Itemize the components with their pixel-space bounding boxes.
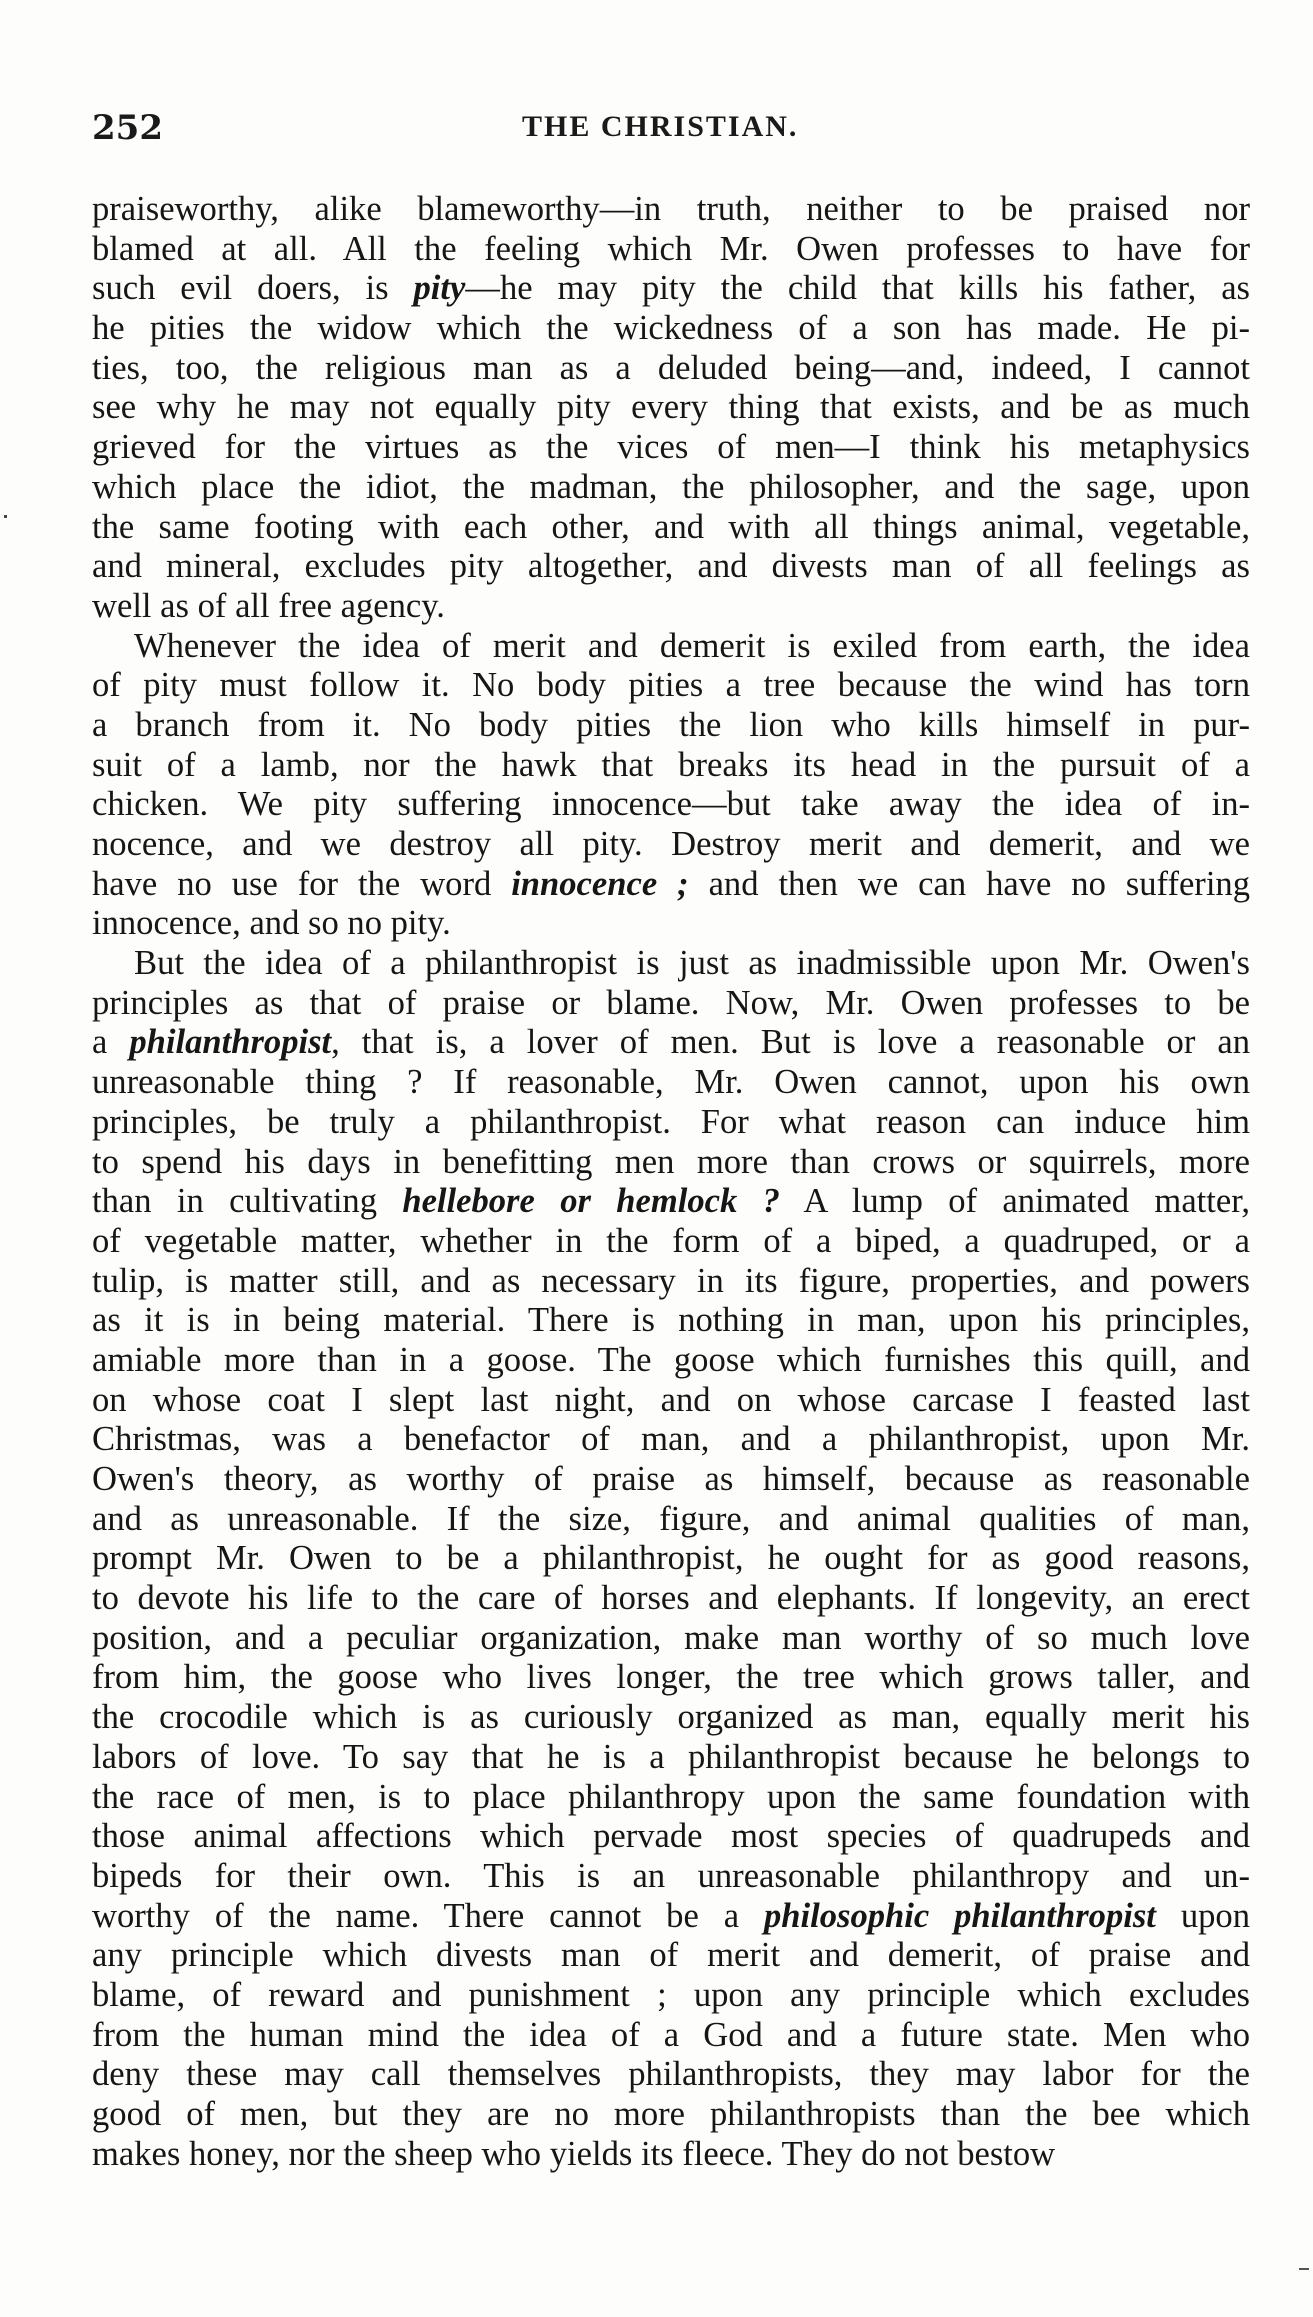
text-line	[92, 1023, 1250, 1063]
text-line	[92, 825, 1250, 865]
text-run: Owen's theory, as worthy of praise as himself, because as reasonable	[92, 1460, 1250, 1498]
text-run: deny these may call themselves philanthropists, they may labor for the	[92, 2055, 1250, 2094]
text-run: innocence, and so no pity.	[92, 904, 451, 943]
text-line	[92, 1698, 1250, 1738]
text-line	[92, 230, 1250, 270]
text-line	[92, 746, 1250, 786]
text-line	[92, 1619, 1250, 1659]
text-run: labors of love. To say that he is a philanthropist because he belongs to	[92, 1737, 1250, 1776]
paragraph	[92, 627, 1250, 945]
text-line	[92, 1857, 1250, 1897]
text-line	[92, 1460, 1250, 1500]
text-line	[92, 388, 1250, 428]
text-run: position, and a peculiar organization, make man worthy of so much love	[92, 1618, 1250, 1657]
italic-text-run: philosophic philanthropist	[763, 1896, 1156, 1935]
text-run: unreasonable thing ? If reasonable, Mr. Owen cannot, upon his own	[92, 1063, 1250, 1102]
paragraph	[92, 944, 1250, 2174]
text-run: tulip, is matter still, and as necessary in its figure, properties, and powers	[92, 1261, 1250, 1300]
text-line	[92, 508, 1250, 548]
text-line	[92, 468, 1250, 508]
text-line	[92, 666, 1250, 706]
text-run: prompt Mr. Owen to be a philanthropist, he ought for as good reasons,	[92, 1539, 1250, 1578]
text-run: have no use for the word	[92, 864, 512, 903]
text-line	[92, 944, 1250, 984]
text-line	[92, 2095, 1250, 2135]
italic-text-run: philanthropist	[129, 1023, 332, 1062]
text-run: which place the idiot, the madman, the philosopher, and the sage, upon	[92, 467, 1250, 506]
text-run: and then we can have no suffering	[688, 864, 1250, 903]
text-run: such evil doers, is	[92, 269, 414, 308]
text-line	[92, 428, 1250, 468]
text-run: Whenever the idea of merit and demerit is exiled from earth, the idea	[134, 626, 1250, 665]
text-line	[92, 547, 1250, 587]
italic-text-run: innocence ;	[511, 864, 689, 903]
text-line	[92, 1103, 1250, 1143]
text-line	[92, 1897, 1250, 1937]
text-run: ties, too, the religious man as a deluded being—and, indeed, I cannot	[92, 348, 1250, 387]
text-line	[92, 2135, 1250, 2175]
text-line	[92, 1182, 1250, 1222]
margin-speck	[4, 515, 7, 518]
text-line	[92, 1143, 1250, 1183]
text-line	[92, 1579, 1250, 1619]
text-run: A lump of animated matter,	[779, 1182, 1250, 1221]
text-run: of vegetable matter, whether in the form of a biped, a quadruped, or a	[92, 1221, 1250, 1260]
text-line	[92, 309, 1250, 349]
text-run: well as of all free agency.	[92, 586, 445, 625]
text-run: , that is, a lover of men. But is love a reasonable or an	[331, 1023, 1250, 1062]
text-run: —he may pity the child that kills his father, as	[465, 269, 1250, 308]
paragraph	[92, 190, 1250, 627]
text-line	[92, 2055, 1250, 2095]
text-line	[92, 1222, 1250, 1262]
text-line	[92, 1381, 1250, 1421]
text-line	[92, 1262, 1250, 1302]
text-run: the same footing with each other, and with all things animal, vegetable,	[92, 507, 1250, 546]
text-run: good of men, but they are no more philanthropists than the bee which	[92, 2095, 1250, 2133]
text-run: from him, the goose who lives longer, the tree which grows taller, and	[92, 1658, 1250, 1697]
text-run: Christmas, was a benefactor of man, and a philanthropist, upon Mr.	[92, 1420, 1250, 1459]
text-run: makes honey, nor the sheep who yields its fleece. They do not bestow	[92, 2134, 1056, 2173]
text-line	[92, 865, 1250, 905]
text-line	[92, 1658, 1250, 1698]
text-line	[92, 1817, 1250, 1857]
text-run: the crocodile which is as curiously organized as man, equally merit his	[92, 1698, 1250, 1737]
italic-text-run: pity	[413, 269, 466, 308]
running-header	[92, 108, 1252, 158]
text-line	[92, 785, 1250, 825]
text-run: a	[92, 1023, 130, 1062]
text-run: he pities the widow which the wickedness of a son has made. He pi-	[92, 309, 1250, 348]
text-line	[92, 587, 1250, 627]
text-line	[92, 1936, 1250, 1976]
text-line	[92, 984, 1250, 1024]
text-line	[92, 1420, 1250, 1460]
text-line	[92, 349, 1250, 389]
text-line	[92, 1539, 1250, 1579]
page-number: 252	[92, 108, 163, 148]
text-run: upon	[1155, 1896, 1250, 1935]
text-run: suit of a lamb, nor the hawk that breaks its head in the pursuit of a	[92, 745, 1250, 784]
text-run: see why he may not equally pity every thing that exists, and be as much	[92, 388, 1250, 427]
text-run: bipeds for their own. This is an unreasonable philanthropy and un-	[92, 1856, 1250, 1895]
body-text	[92, 190, 1250, 2174]
text-line	[92, 904, 1250, 944]
text-line	[92, 1778, 1250, 1818]
text-line	[92, 1063, 1250, 1103]
text-run: worthy of the name. There cannot be a	[92, 1896, 764, 1935]
text-line	[92, 1500, 1250, 1540]
text-run: on whose coat I slept last night, and on whose carcase I feasted last	[92, 1380, 1250, 1419]
text-run: from the human mind the idea of a God and a future state. Men who	[92, 2015, 1250, 2054]
text-run: chicken. We pity suffering innocence—but take away the idea of in-	[92, 785, 1250, 824]
text-run: principles, be truly a philanthropist. For what reason can induce him	[92, 1102, 1250, 1141]
text-run: to devote his life to the care of horses and elephants. If longevity, an erect	[92, 1579, 1250, 1618]
text-run: praiseworthy, alike blameworthy—in truth, neither to be praised nor	[92, 190, 1250, 228]
text-line	[92, 1301, 1250, 1341]
text-run: those animal affections which pervade most species of quadrupeds and	[92, 1817, 1250, 1856]
text-run: blamed at all. All the feeling which Mr. Owen professes to have for	[92, 229, 1250, 268]
text-run: the race of men, is to place philanthropy upon the same foundation with	[92, 1777, 1250, 1816]
text-line	[92, 190, 1250, 230]
text-run: and as unreasonable. If the size, figure, and animal qualities of man,	[92, 1499, 1250, 1538]
italic-text-run: hellebore or hemlock ?	[402, 1182, 780, 1221]
text-run: nocence, and we destroy all pity. Destroy merit and demerit, and we	[92, 825, 1250, 863]
text-run: But the idea of a philanthropist is just as inadmissible upon Mr. Owen's	[134, 944, 1250, 983]
text-run: amiable more than in a goose. The goose which furnishes this quill, and	[92, 1340, 1250, 1379]
text-line	[92, 1976, 1250, 2016]
text-run: any principle which divests man of merit and demerit, of praise and	[92, 1936, 1250, 1975]
text-line	[92, 2016, 1250, 2056]
text-line	[92, 706, 1250, 746]
text-run: of pity must follow it. No body pities a tree because the wind has torn	[92, 666, 1250, 705]
text-line	[92, 1341, 1250, 1381]
text-run: and mineral, excludes pity altogether, and divests man of all feelings as	[92, 547, 1250, 586]
text-run: grieved for the virtues as the vices of men—I think his metaphysics	[92, 428, 1250, 467]
text-line	[92, 627, 1250, 667]
text-run: than in cultivating	[92, 1182, 403, 1221]
text-run: to spend his days in benefitting men more than crows or squirrels, more	[92, 1142, 1250, 1181]
text-line	[92, 269, 1250, 309]
text-run: a branch from it. No body pities the lion who kills himself in pur-	[92, 705, 1250, 744]
text-run: as it is in being material. There is nothing in man, upon his principles,	[92, 1301, 1250, 1340]
running-title: THE CHRISTIAN.	[522, 110, 799, 143]
text-run: blame, of reward and punishment ; upon any principle which excludes	[92, 1975, 1250, 2014]
text-run: principles as that of praise or blame. Now, Mr. Owen professes to be	[92, 983, 1250, 1022]
edge-mark	[1299, 2268, 1309, 2270]
text-line	[92, 1738, 1250, 1778]
